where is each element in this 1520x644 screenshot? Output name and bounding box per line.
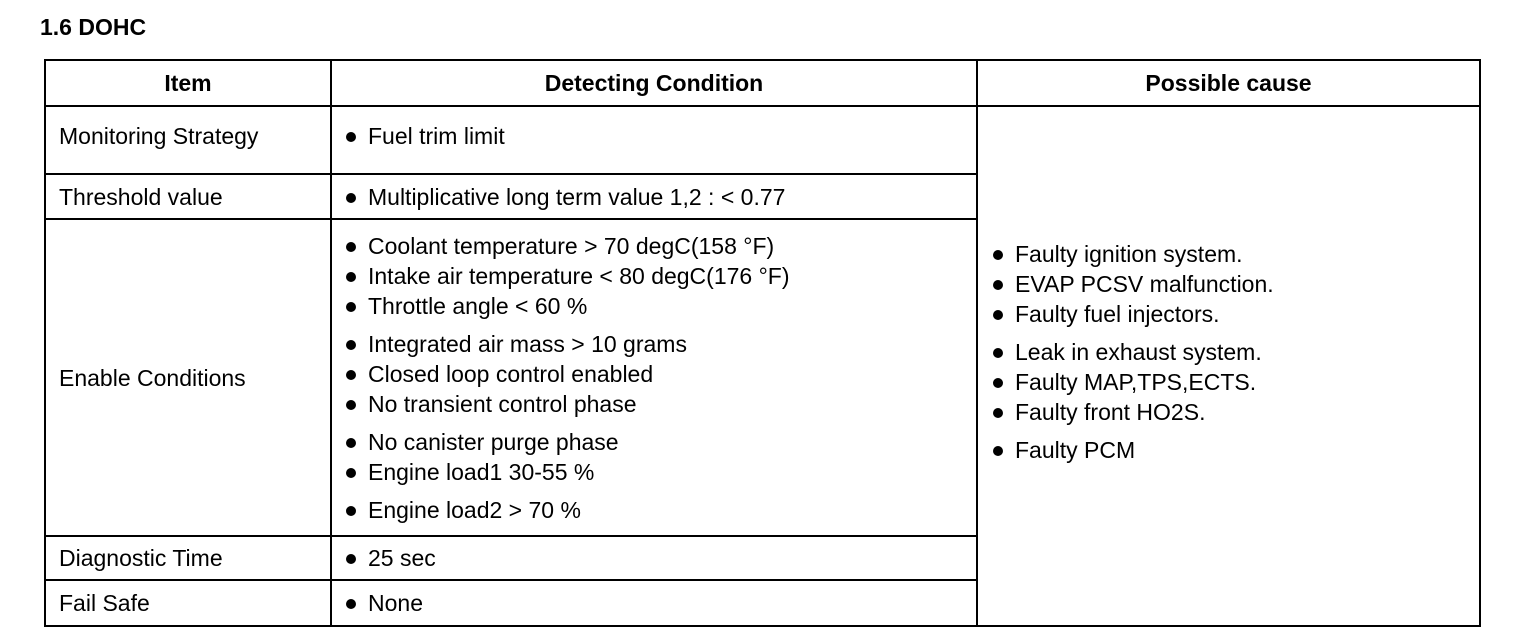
cause-item: Faulty ignition system. (991, 239, 1479, 269)
condition-item: None (344, 588, 976, 618)
row-item-label: Enable Conditions (45, 219, 331, 536)
row-item-label: Threshold value (45, 174, 331, 219)
cause-item: Faulty MAP,TPS,ECTS. (991, 367, 1479, 397)
condition-item: Fuel trim limit (344, 121, 976, 151)
cause-item: Faulty PCM (991, 435, 1479, 465)
condition-item: Engine load2 > 70 % (344, 495, 976, 525)
condition-item: Intake air temperature < 80 degC(176 °F) (344, 261, 976, 291)
cause-item: Leak in exhaust system. (991, 337, 1479, 367)
condition-item: Throttle angle < 60 % (344, 291, 976, 321)
row-conditions (331, 580, 977, 626)
diagnostic-table (44, 59, 1481, 627)
condition-item: Multiplicative long term value 1,2 : < 0.77 (344, 182, 976, 212)
condition-list (344, 543, 976, 573)
row-item-label: Diagnostic Time (45, 536, 331, 580)
row-conditions (331, 174, 977, 219)
possible-cause-cell (977, 106, 1480, 626)
condition-list (344, 121, 976, 151)
possible-cause-list (991, 239, 1479, 465)
cause-item: Faulty front HO2S. (991, 397, 1479, 427)
row-conditions (331, 219, 977, 536)
cause-item: EVAP PCSV malfunction. (991, 269, 1479, 299)
condition-list (344, 588, 976, 618)
condition-item: 25 sec (344, 543, 976, 573)
row-item-label: Monitoring Strategy (45, 106, 331, 174)
table-header-row (45, 60, 1480, 106)
row-conditions (331, 106, 977, 174)
header-possible-cause: Possible cause (977, 60, 1480, 106)
condition-item: Integrated air mass > 10 grams (344, 329, 976, 359)
condition-item: Closed loop control enabled (344, 359, 976, 389)
header-detecting-condition: Detecting Condition (331, 60, 977, 106)
row-conditions (331, 536, 977, 580)
header-item: Item (45, 60, 331, 106)
condition-item: No transient control phase (344, 389, 976, 419)
table-row (45, 106, 1480, 174)
condition-item: Engine load1 30-55 % (344, 457, 976, 487)
condition-list (344, 182, 976, 212)
condition-list (344, 231, 976, 525)
condition-item: Coolant temperature > 70 degC(158 °F) (344, 231, 976, 261)
row-item-label: Fail Safe (45, 580, 331, 626)
section-heading: 1.6 DOHC (40, 14, 147, 40)
cause-item: Faulty fuel injectors. (991, 299, 1479, 329)
condition-item: No canister purge phase (344, 427, 976, 457)
